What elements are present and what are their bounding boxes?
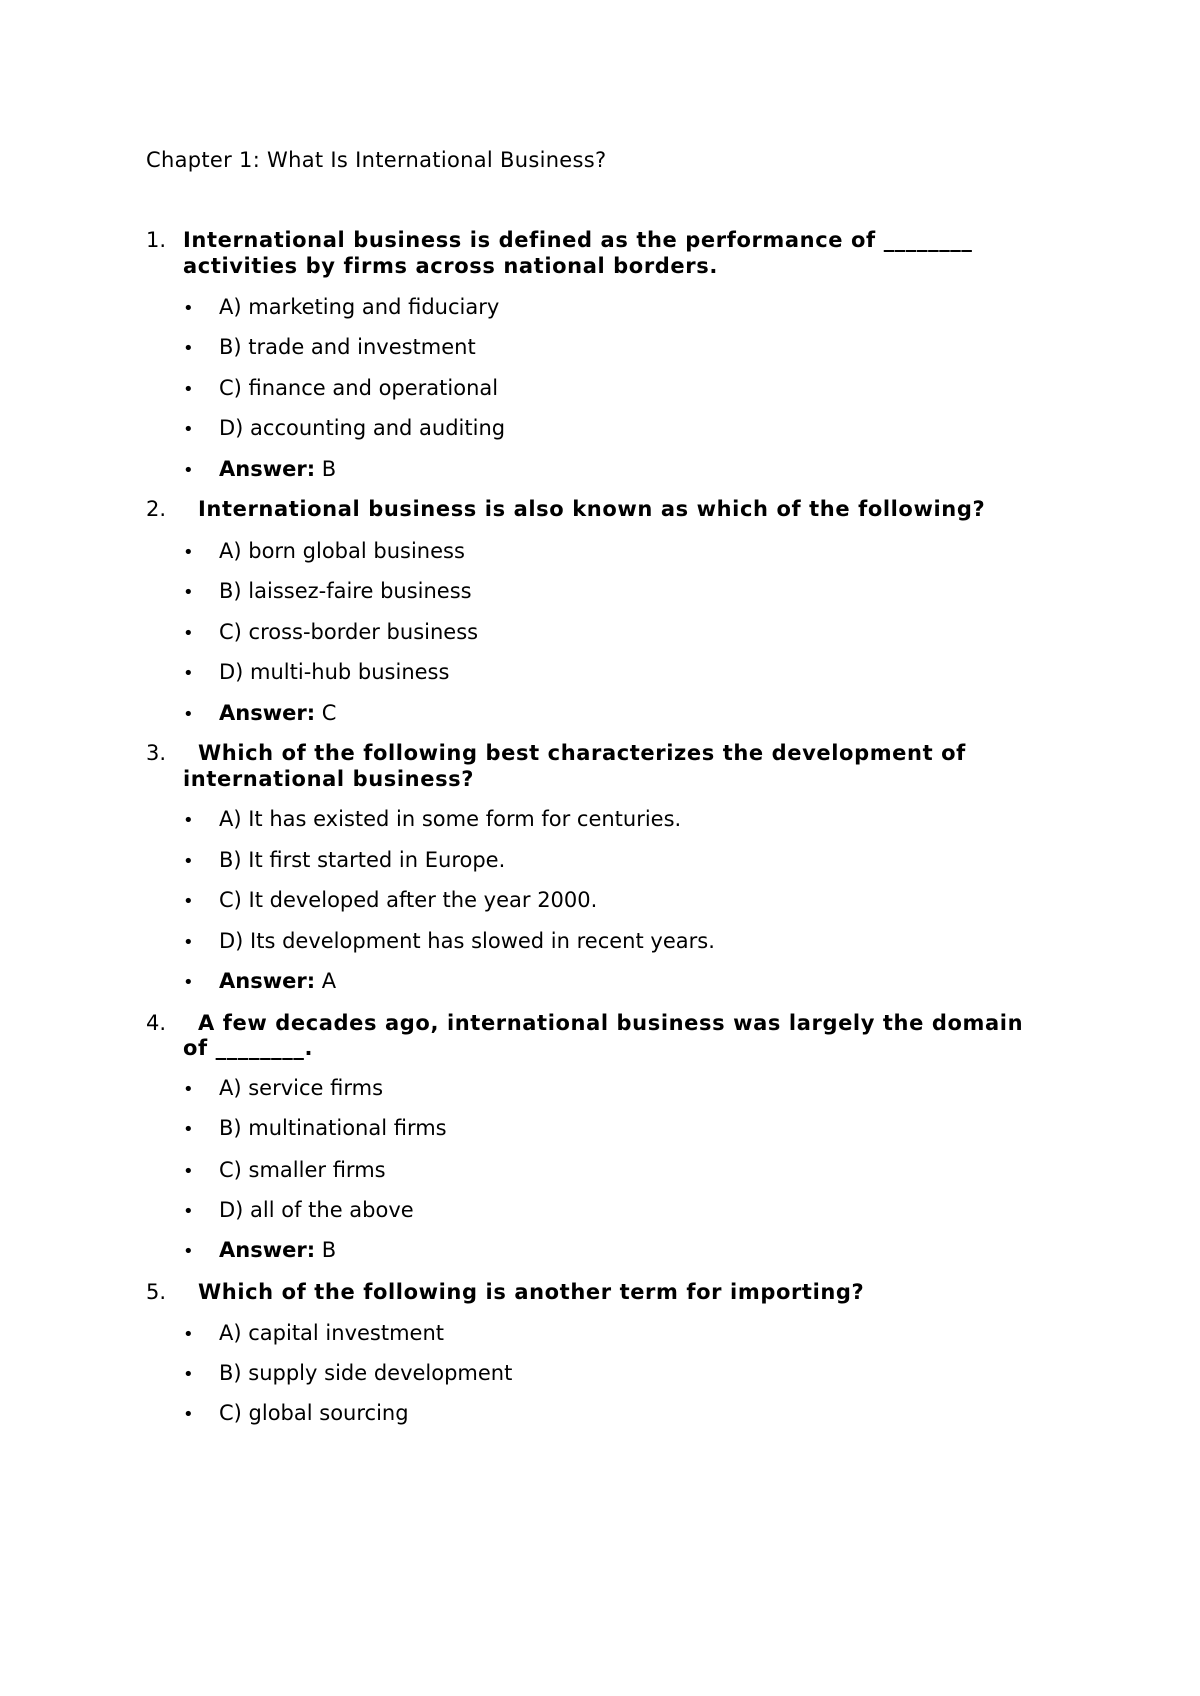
- bullet-icon: •: [183, 1201, 194, 1222]
- bullet-icon: •: [183, 1324, 194, 1345]
- option-a: [183, 1319, 444, 1349]
- bullet-icon: •: [183, 891, 194, 912]
- option-b: [183, 1114, 447, 1144]
- option-c: [183, 886, 597, 916]
- option-text: A) capital investment: [219, 1321, 445, 1345]
- question-text-continued: of ________.: [183, 1036, 314, 1060]
- bullet-icon: •: [183, 1364, 194, 1385]
- bullet-icon: •: [183, 623, 194, 644]
- bullet-icon: •: [183, 1241, 194, 1262]
- answer-label: Answer:: [219, 457, 316, 481]
- question-number: 2.: [146, 497, 167, 521]
- bullet-icon: •: [183, 338, 194, 359]
- option-b: [183, 846, 505, 876]
- option-text: C) smaller firms: [219, 1158, 386, 1182]
- bullet-icon: •: [183, 298, 194, 319]
- answer-value: B: [321, 457, 337, 481]
- option-b: [183, 333, 476, 363]
- option-text: C) global sourcing: [219, 1401, 409, 1425]
- question-number: 3.: [146, 741, 167, 765]
- question-number: 1.: [146, 228, 167, 252]
- bullet-icon: •: [183, 972, 194, 993]
- answer-label: Answer:: [219, 1238, 316, 1262]
- option-a: [183, 537, 465, 567]
- question-number: 4.: [146, 1011, 167, 1035]
- question-text: Which of the following best characterizes the development of: [198, 741, 966, 765]
- option-text: B) It first started in Europe.: [219, 848, 506, 872]
- answer-value: C: [321, 701, 337, 725]
- option-a: [183, 805, 681, 835]
- option-d: [183, 414, 505, 444]
- option-text: B) supply side development: [219, 1361, 513, 1385]
- answer-line: [183, 967, 336, 997]
- answer-line: [183, 699, 336, 729]
- option-text: A) service firms: [219, 1076, 384, 1100]
- option-text: A) born global business: [219, 539, 465, 563]
- option-text: D) Its development has slowed in recent years.: [219, 929, 715, 953]
- option-text: B) multinational firms: [219, 1116, 447, 1140]
- option-text: D) accounting and auditing: [219, 416, 506, 440]
- bullet-icon: •: [183, 1119, 194, 1140]
- answer-value: A: [321, 969, 337, 993]
- option-text: C) finance and operational: [219, 376, 499, 400]
- bullet-icon: •: [183, 379, 194, 400]
- option-a: [183, 293, 499, 323]
- option-a: [183, 1074, 383, 1104]
- option-c: [183, 374, 498, 404]
- option-b: [183, 577, 472, 607]
- answer-label: Answer:: [219, 969, 316, 993]
- answer-label: Answer:: [219, 701, 316, 725]
- answer-line: [183, 1236, 336, 1266]
- question-text: A few decades ago, international business was largely the domain: [198, 1011, 1024, 1035]
- option-d: [183, 927, 715, 957]
- option-b: [183, 1359, 512, 1389]
- bullet-icon: •: [183, 542, 194, 563]
- bullet-icon: •: [183, 582, 194, 603]
- bullet-icon: •: [183, 851, 194, 872]
- option-text: C) cross-border business: [219, 620, 479, 644]
- question-text: International business is also known as which of the following?: [198, 497, 986, 521]
- bullet-icon: •: [183, 1079, 194, 1100]
- bullet-icon: •: [183, 932, 194, 953]
- bullet-icon: •: [183, 810, 194, 831]
- option-text: A) It has existed in some form for centuries.: [219, 807, 682, 831]
- option-d: [183, 658, 449, 688]
- page-title: Chapter 1: What Is International Business?: [146, 148, 607, 172]
- option-text: D) multi-hub business: [219, 660, 450, 684]
- question-text: Which of the following is another term for importing?: [198, 1280, 865, 1304]
- bullet-icon: •: [183, 1161, 194, 1182]
- question-text: International business is defined as the performance of ________: [183, 228, 973, 252]
- option-text: D) all of the above: [219, 1198, 414, 1222]
- option-text: B) trade and investment: [219, 335, 476, 359]
- question-text-continued: international business?: [183, 767, 475, 791]
- question-number: 5.: [146, 1280, 167, 1304]
- option-text: A) marketing and fiduciary: [219, 295, 500, 319]
- bullet-icon: •: [183, 704, 194, 725]
- bullet-icon: •: [183, 663, 194, 684]
- answer-line: [183, 455, 336, 485]
- option-text: B) laissez-faire business: [219, 579, 472, 603]
- option-d: [183, 1196, 414, 1226]
- option-c: [183, 1156, 386, 1186]
- option-c: [183, 1399, 409, 1429]
- answer-value: B: [321, 1238, 337, 1262]
- bullet-icon: •: [183, 1404, 194, 1425]
- option-text: C) It developed after the year 2000.: [219, 888, 598, 912]
- bullet-icon: •: [183, 419, 194, 440]
- option-c: [183, 618, 478, 648]
- bullet-icon: •: [183, 460, 194, 481]
- question-text-continued: activities by firms across national borders.: [183, 254, 718, 278]
